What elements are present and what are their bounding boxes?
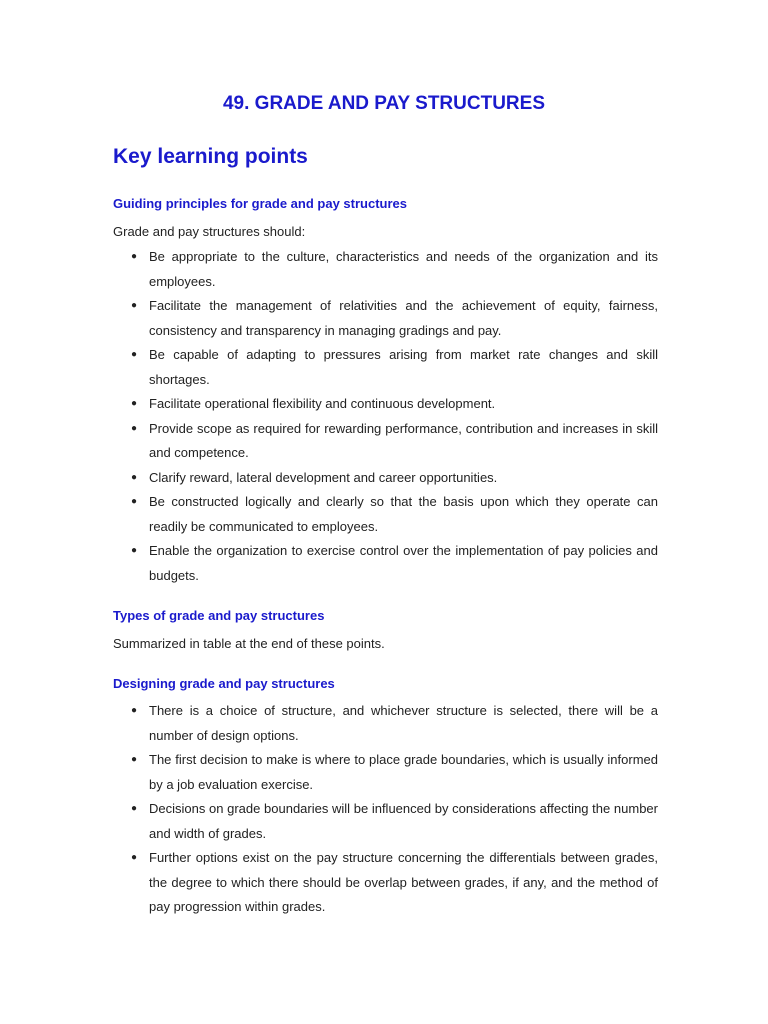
- bullet-icon: ●: [131, 422, 138, 434]
- types-text: Summarized in table at the end of these points.: [113, 636, 385, 651]
- list-item-text: Further options exist on the pay structure concerning the differentials between grades, the degree to which there should be overlap between grades, if any, and the method of pay progression within grades.: [149, 850, 658, 914]
- list-item: [113, 699, 658, 748]
- list-item-text: Be capable of adapting to pressures arising from market rate changes and skill shortages.: [149, 347, 658, 387]
- list-item: [113, 417, 658, 466]
- designing-heading: Designing grade and pay structures: [113, 676, 335, 691]
- bullet-icon: ●: [131, 471, 138, 483]
- bullet-icon: ●: [131, 852, 138, 863]
- guiding-principles-heading: Guiding principles for grade and pay structures: [113, 196, 407, 211]
- guiding-principles-list: [113, 245, 658, 588]
- page-title: 49. GRADE AND PAY STRUCTURES: [222, 93, 545, 114]
- list-item-text: Be appropriate to the culture, characteristics and needs of the organization and its employees.: [149, 249, 658, 289]
- list-item-text: Be constructed logically and clearly so that the basis upon which they operate can readily be communicated to employees.: [149, 494, 658, 534]
- list-item-text: Clarify reward, lateral development and career opportunities.: [149, 469, 498, 485]
- list-item-text: Provide scope as required for rewarding performance, contribution and increases in skill and competence.: [149, 420, 658, 460]
- bullet-icon: ●: [131, 754, 138, 765]
- guiding-intro-text: Grade and pay structures should:: [113, 224, 306, 239]
- list-item-text: There is a choice of structure, and whichever structure is selected, there will be a number of design options.: [149, 703, 658, 743]
- list-item: [113, 245, 658, 294]
- list-item: [113, 392, 658, 417]
- bullet-icon: ●: [131, 349, 138, 360]
- list-item-text: Decisions on grade boundaries will be influenced by considerations affecting the number and width of grades.: [149, 801, 658, 841]
- bullet-icon: ●: [131, 398, 138, 409]
- list-item: [113, 490, 658, 539]
- list-item: [113, 748, 658, 797]
- list-item-text: Facilitate operational flexibility and continuous development.: [149, 396, 496, 411]
- bullet-icon: ●: [131, 803, 138, 814]
- list-item: [113, 294, 658, 343]
- bullet-icon: ●: [131, 705, 138, 716]
- list-item-text: The first decision to make is where to place grade boundaries, which is usually informed by a job evaluation exercise.: [149, 752, 658, 792]
- designing-list: [113, 699, 658, 920]
- types-heading: Types of grade and pay structures: [113, 608, 325, 623]
- bullet-icon: ●: [131, 300, 138, 311]
- list-item: [113, 539, 658, 588]
- list-item: [113, 797, 658, 846]
- list-item-text: Facilitate the management of relativities and the achievement of equity, fairness, consistency and transparency in managing gradings and pay.: [149, 298, 658, 338]
- list-item: [113, 846, 658, 920]
- bullet-icon: ●: [131, 251, 138, 262]
- list-item: [113, 343, 658, 392]
- list-item-text: Enable the organization to exercise control over the implementation of pay policies and budgets.: [149, 543, 658, 583]
- bullet-icon: ●: [131, 545, 138, 556]
- bullet-icon: ●: [131, 496, 138, 507]
- list-item: [113, 466, 658, 491]
- key-learning-heading: Key learning points: [113, 145, 308, 168]
